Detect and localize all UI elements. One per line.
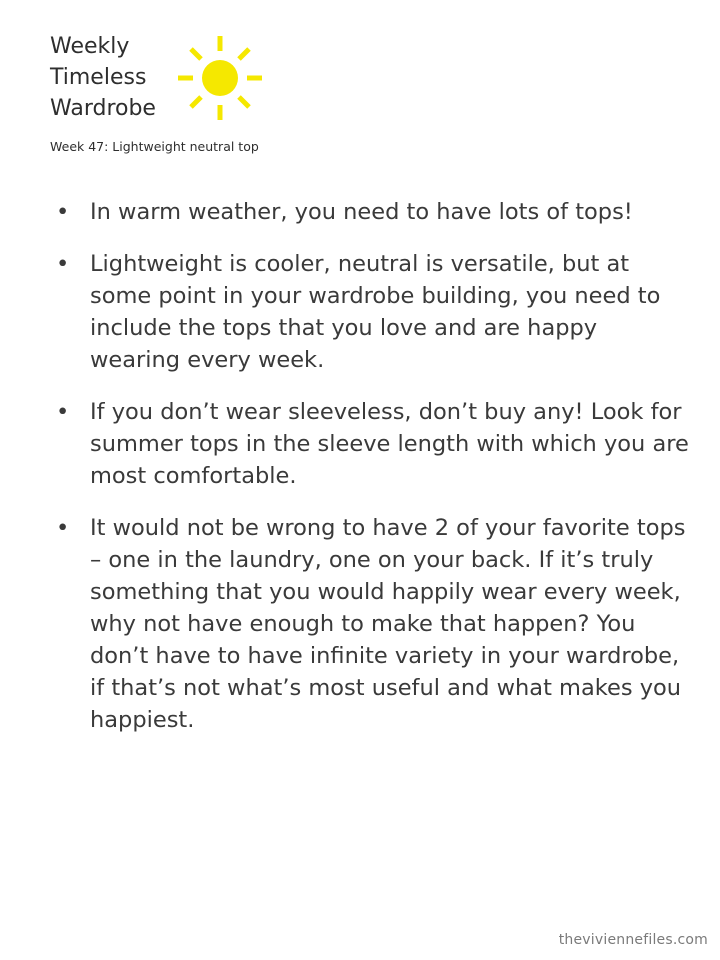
sun-icon — [170, 30, 270, 130]
page-subtitle: Week 47: Lightweight neutral top — [50, 139, 259, 154]
bullet-item-4 — [50, 512, 690, 736]
bullet-marker: • — [56, 251, 70, 277]
title-line-1: Weekly — [50, 34, 130, 59]
footer-site-link: theviviennefiles.com — [558, 932, 708, 948]
bullet-text: Lightweight is cooler, neutral is versatile, but at some point in your wardrobe building, you need to include the tops that you love and are happy wearing every week. — [90, 251, 661, 373]
title-line-3: Wardrobe — [50, 96, 156, 121]
bullet-text: If you don’t wear sleeveless, don’t buy any! Look for summer tops in the sleeve length with which you are most comfortable. — [90, 399, 689, 489]
bullet-item-3 — [50, 396, 690, 492]
bullet-marker: • — [56, 199, 70, 225]
bullet-marker: • — [56, 399, 70, 425]
page-title — [50, 31, 156, 124]
bullet-text: In warm weather, you need to have lots of tops! — [90, 199, 633, 225]
bullet-item-2 — [50, 248, 690, 376]
bullet-item-1 — [50, 196, 690, 228]
bullet-marker: • — [56, 515, 70, 541]
bullet-list — [50, 196, 690, 756]
bullet-text: It would not be wrong to have 2 of your favorite tops – one in the laundry, one on your back. If it’s truly something that you would happily wear every week, why not have enough to make that happen? You don’t have to have infinite variety in your wardrobe, if that’s not what’s most useful and what makes you happiest. — [90, 515, 686, 733]
title-line-2: Timeless — [50, 65, 147, 90]
